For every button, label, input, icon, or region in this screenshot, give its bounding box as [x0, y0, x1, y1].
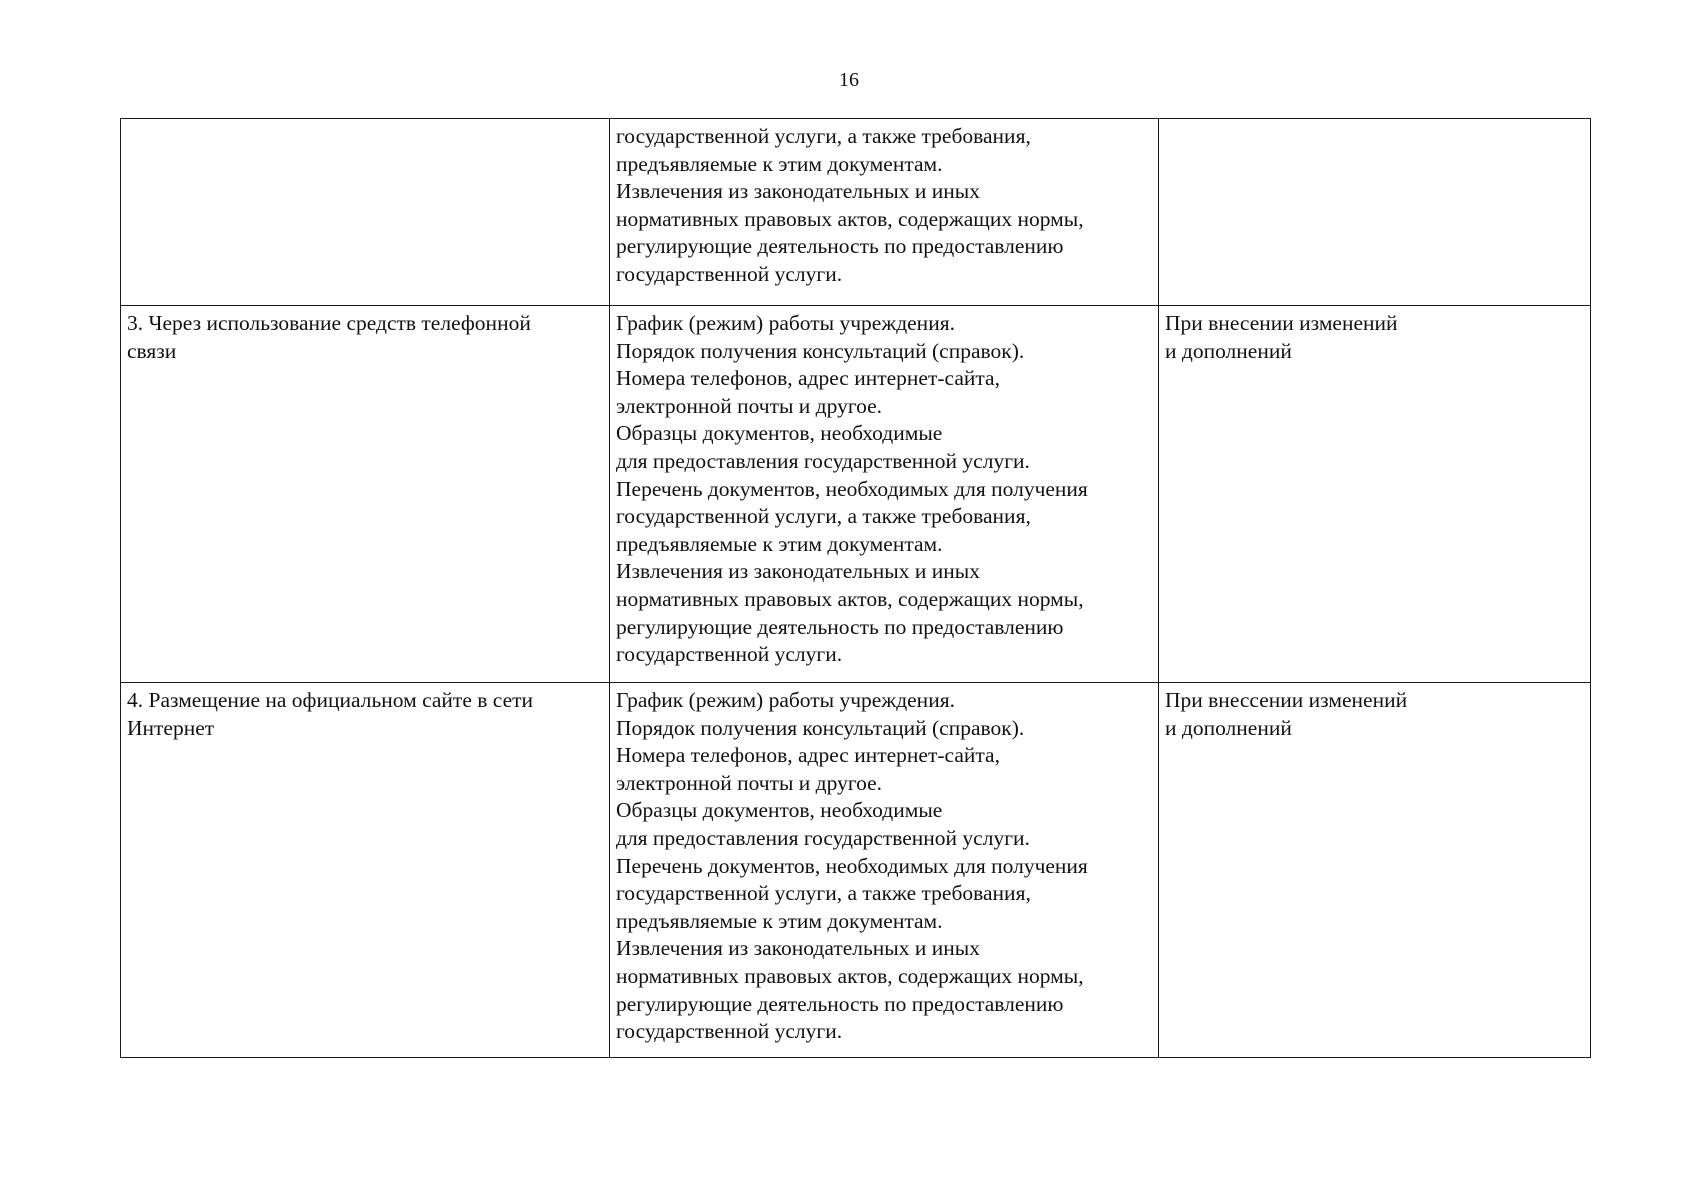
text-line: Извлечения из законодательных и иных — [616, 179, 980, 204]
text-line: регулирующие деятельность по предоставлению — [616, 991, 1064, 1016]
table-row — [121, 306, 1591, 683]
text-line: для предоставления государственной услуги. — [616, 448, 1030, 473]
frequency-cell — [1159, 306, 1591, 683]
text-line: государственной услуги, а также требования, — [616, 504, 1031, 529]
frequency-cell — [1159, 119, 1591, 306]
text-line: предъявляемые к этим документам. — [616, 531, 943, 556]
table-body — [121, 119, 1591, 1058]
text-line: предъявляемые к этим документам. — [616, 908, 943, 933]
text-line: нормативных правовых актов, содержащих нормы, — [616, 963, 1084, 988]
page-number: 16 — [839, 69, 859, 91]
text-line: и дополнений — [1165, 338, 1292, 363]
text-line: Извлечения из законодательных и иных — [616, 936, 980, 961]
text-line: государственной услуги, а также требования, — [616, 124, 1031, 148]
content-cell — [610, 119, 1159, 306]
text-line: График (режим) работы учреждения. — [616, 311, 955, 335]
text-line: предъявляемые к этим документам. — [616, 151, 943, 176]
method-cell — [121, 119, 610, 306]
method-cell — [121, 683, 610, 1058]
text-line: государственной услуги, а также требования, — [616, 881, 1031, 906]
frequency-cell — [1159, 683, 1591, 1058]
text-line: электронной почты и другое. — [616, 770, 883, 795]
content-cell — [610, 306, 1159, 683]
text-line: График (режим) работы учреждения. — [616, 688, 955, 712]
text-line: государственной услуги. — [616, 642, 843, 667]
text-line: государственной услуги. — [616, 1019, 843, 1044]
text-line: Порядок получения консультаций (справок). — [616, 715, 1025, 740]
information-methods-table — [120, 118, 1591, 1058]
text-line: Перечень документов, необходимых для получения — [616, 853, 1088, 878]
text-line: Образцы документов, необходимые — [616, 421, 943, 446]
text-line: государственной услуги. — [616, 261, 843, 286]
text-line: для предоставления государственной услуги. — [616, 825, 1030, 850]
text-line: электронной почты и другое. — [616, 393, 883, 418]
content-cell — [610, 683, 1159, 1058]
method-cell — [121, 306, 610, 683]
text-line: При внессении изменений — [1165, 688, 1408, 712]
text-line: Перечень документов, необходимых для получения — [616, 476, 1088, 501]
text-line: регулирующие деятельность по предоставлению — [616, 614, 1064, 639]
text-line: Извлечения из законодательных и иных — [616, 559, 980, 584]
text-line: и дополнений — [1165, 715, 1292, 740]
text-line: 3. Через использование средств телефонной — [127, 311, 531, 335]
text-line: Образцы документов, необходимые — [616, 798, 943, 823]
text-line: Номера телефонов, адрес интернет-сайта, — [616, 366, 1000, 391]
text-line: Номера телефонов, адрес интернет-сайта, — [616, 743, 1000, 768]
text-line: связи — [127, 338, 177, 363]
table-row — [121, 683, 1591, 1058]
text-line: Интернет — [127, 715, 215, 740]
text-line: нормативных правовых актов, содержащих нормы, — [616, 586, 1084, 611]
text-line: При внесении изменений — [1165, 311, 1398, 335]
text-line: 4. Размещение на официальном сайте в сети — [127, 688, 534, 712]
text-line: регулирующие деятельность по предоставлению — [616, 234, 1064, 259]
text-line: Порядок получения консультаций (справок). — [616, 338, 1025, 363]
text-line: нормативных правовых актов, содержащих нормы, — [616, 206, 1084, 231]
table-row — [121, 119, 1591, 306]
